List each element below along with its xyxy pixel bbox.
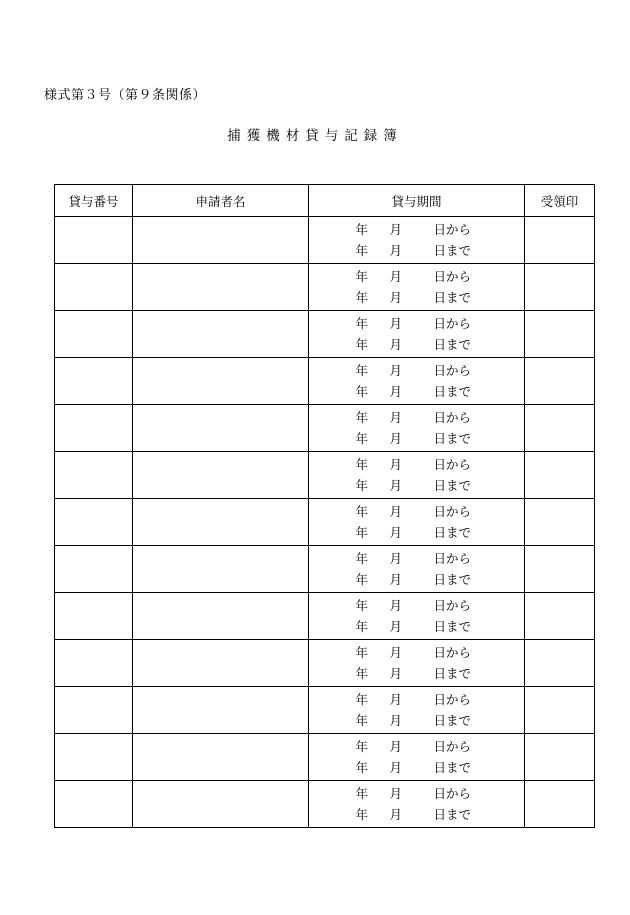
month-unit: 月 [389, 363, 403, 378]
applicant-name-cell [133, 687, 309, 734]
period-from-line [309, 407, 524, 428]
table-row [55, 593, 595, 640]
month-unit: 月 [389, 222, 403, 237]
receipt-seal-cell [525, 358, 595, 405]
year-unit: 年 [355, 363, 369, 378]
loan-period-cell [309, 781, 525, 828]
year-unit: 年 [355, 457, 369, 472]
loan-number-cell [55, 546, 133, 593]
day-from-unit: 日から [433, 457, 472, 472]
receipt-seal-cell [525, 640, 595, 687]
header-receipt-seal: 受領印 [525, 185, 595, 217]
day-from-unit: 日から [433, 363, 472, 378]
period-to-line [309, 616, 524, 637]
table-header-row [55, 185, 595, 217]
month-unit: 月 [389, 807, 403, 822]
loan-period-cell [309, 358, 525, 405]
month-unit: 月 [389, 692, 403, 707]
month-unit: 月 [389, 525, 403, 540]
day-to-unit: 日まで [433, 807, 472, 822]
month-unit: 月 [389, 551, 403, 566]
loan-period-cell [309, 687, 525, 734]
receipt-seal-cell [525, 499, 595, 546]
loan-period-cell [309, 452, 525, 499]
month-unit: 月 [389, 598, 403, 613]
loan-number-cell [55, 217, 133, 264]
period-from-line [309, 501, 524, 522]
day-to-unit: 日まで [433, 760, 472, 775]
year-unit: 年 [355, 269, 369, 284]
year-unit: 年 [355, 478, 369, 493]
table-body [55, 217, 595, 828]
loan-period-cell [309, 593, 525, 640]
year-unit: 年 [355, 290, 369, 305]
period-to-line [309, 710, 524, 731]
day-from-unit: 日から [433, 410, 472, 425]
day-to-unit: 日まで [433, 713, 472, 728]
loan-period-cell [309, 264, 525, 311]
day-from-unit: 日から [433, 598, 472, 613]
loan-period-cell [309, 311, 525, 358]
period-to-line [309, 522, 524, 543]
day-from-unit: 日から [433, 692, 472, 707]
loan-record-table [54, 184, 595, 828]
year-unit: 年 [355, 666, 369, 681]
table-row [55, 640, 595, 687]
period-from-line [309, 595, 524, 616]
loan-number-cell [55, 593, 133, 640]
day-to-unit: 日まで [433, 572, 472, 587]
receipt-seal-cell [525, 405, 595, 452]
loan-period-cell [309, 405, 525, 452]
month-unit: 月 [389, 619, 403, 634]
year-unit: 年 [355, 243, 369, 258]
year-unit: 年 [355, 692, 369, 707]
applicant-name-cell [133, 217, 309, 264]
day-to-unit: 日まで [433, 666, 472, 681]
month-unit: 月 [389, 384, 403, 399]
period-to-line [309, 334, 524, 355]
period-to-line [309, 757, 524, 778]
loan-number-cell [55, 452, 133, 499]
receipt-seal-cell [525, 687, 595, 734]
table-row [55, 499, 595, 546]
month-unit: 月 [389, 316, 403, 331]
month-unit: 月 [389, 504, 403, 519]
month-unit: 月 [389, 457, 403, 472]
period-to-line [309, 381, 524, 402]
loan-period-cell [309, 734, 525, 781]
receipt-seal-cell [525, 546, 595, 593]
month-unit: 月 [389, 290, 403, 305]
day-from-unit: 日から [433, 269, 472, 284]
period-to-line [309, 287, 524, 308]
year-unit: 年 [355, 431, 369, 446]
year-unit: 年 [355, 410, 369, 425]
period-to-line [309, 569, 524, 590]
loan-period-cell [309, 217, 525, 264]
receipt-seal-cell [525, 452, 595, 499]
day-from-unit: 日から [433, 786, 472, 801]
month-unit: 月 [389, 786, 403, 801]
period-from-line [309, 689, 524, 710]
month-unit: 月 [389, 666, 403, 681]
year-unit: 年 [355, 807, 369, 822]
year-unit: 年 [355, 504, 369, 519]
table-row [55, 687, 595, 734]
month-unit: 月 [389, 478, 403, 493]
year-unit: 年 [355, 222, 369, 237]
day-to-unit: 日まで [433, 384, 472, 399]
year-unit: 年 [355, 337, 369, 352]
table-row [55, 217, 595, 264]
year-unit: 年 [355, 316, 369, 331]
year-unit: 年 [355, 713, 369, 728]
month-unit: 月 [389, 572, 403, 587]
applicant-name-cell [133, 593, 309, 640]
day-to-unit: 日まで [433, 243, 472, 258]
header-loan-number: 貸与番号 [55, 185, 133, 217]
receipt-seal-cell [525, 781, 595, 828]
period-to-line [309, 428, 524, 449]
period-to-line [309, 240, 524, 261]
month-unit: 月 [389, 645, 403, 660]
period-to-line [309, 663, 524, 684]
loan-period-cell [309, 546, 525, 593]
applicant-name-cell [133, 264, 309, 311]
month-unit: 月 [389, 739, 403, 754]
day-to-unit: 日まで [433, 290, 472, 305]
year-unit: 年 [355, 786, 369, 801]
table-row [55, 264, 595, 311]
loan-number-cell [55, 405, 133, 452]
period-from-line [309, 783, 524, 804]
period-to-line [309, 475, 524, 496]
year-unit: 年 [355, 619, 369, 634]
receipt-seal-cell [525, 593, 595, 640]
loan-period-cell [309, 499, 525, 546]
period-from-line [309, 313, 524, 334]
month-unit: 月 [389, 269, 403, 284]
table-row [55, 311, 595, 358]
applicant-name-cell [133, 311, 309, 358]
day-from-unit: 日から [433, 504, 472, 519]
table-row [55, 452, 595, 499]
period-from-line [309, 360, 524, 381]
year-unit: 年 [355, 551, 369, 566]
table-row [55, 546, 595, 593]
day-from-unit: 日から [433, 645, 472, 660]
day-from-unit: 日から [433, 316, 472, 331]
applicant-name-cell [133, 734, 309, 781]
day-to-unit: 日まで [433, 525, 472, 540]
loan-number-cell [55, 687, 133, 734]
loan-number-cell [55, 734, 133, 781]
day-to-unit: 日まで [433, 478, 472, 493]
form-label: 様式第３号（第９条関係） [44, 88, 207, 103]
month-unit: 月 [389, 243, 403, 258]
period-to-line [309, 804, 524, 825]
day-to-unit: 日まで [433, 337, 472, 352]
period-from-line [309, 642, 524, 663]
header-loan-period: 貸与期間 [309, 185, 525, 217]
year-unit: 年 [355, 645, 369, 660]
day-from-unit: 日から [433, 551, 472, 566]
loan-number-cell [55, 781, 133, 828]
period-from-line [309, 219, 524, 240]
day-from-unit: 日から [433, 222, 472, 237]
table-row [55, 405, 595, 452]
period-from-line [309, 454, 524, 475]
loan-number-cell [55, 640, 133, 687]
period-from-line [309, 548, 524, 569]
table-row [55, 781, 595, 828]
applicant-name-cell [133, 546, 309, 593]
period-from-line [309, 266, 524, 287]
day-to-unit: 日まで [433, 619, 472, 634]
table-row [55, 734, 595, 781]
loan-number-cell [55, 499, 133, 546]
month-unit: 月 [389, 410, 403, 425]
loan-number-cell [55, 264, 133, 311]
loan-number-cell [55, 358, 133, 405]
header-applicant-name: 申請者名 [133, 185, 309, 217]
month-unit: 月 [389, 760, 403, 775]
applicant-name-cell [133, 358, 309, 405]
period-from-line [309, 736, 524, 757]
year-unit: 年 [355, 384, 369, 399]
year-unit: 年 [355, 598, 369, 613]
loan-number-cell [55, 311, 133, 358]
applicant-name-cell [133, 452, 309, 499]
year-unit: 年 [355, 760, 369, 775]
year-unit: 年 [355, 739, 369, 754]
month-unit: 月 [389, 337, 403, 352]
applicant-name-cell [133, 781, 309, 828]
year-unit: 年 [355, 572, 369, 587]
receipt-seal-cell [525, 217, 595, 264]
month-unit: 月 [389, 431, 403, 446]
loan-period-cell [309, 640, 525, 687]
day-to-unit: 日まで [433, 431, 472, 446]
receipt-seal-cell [525, 311, 595, 358]
receipt-seal-cell [525, 734, 595, 781]
document-title: 捕獲機材貸与記録簿 [227, 128, 403, 144]
applicant-name-cell [133, 499, 309, 546]
day-from-unit: 日から [433, 739, 472, 754]
applicant-name-cell [133, 640, 309, 687]
receipt-seal-cell [525, 264, 595, 311]
month-unit: 月 [389, 713, 403, 728]
year-unit: 年 [355, 525, 369, 540]
table-row [55, 358, 595, 405]
applicant-name-cell [133, 405, 309, 452]
